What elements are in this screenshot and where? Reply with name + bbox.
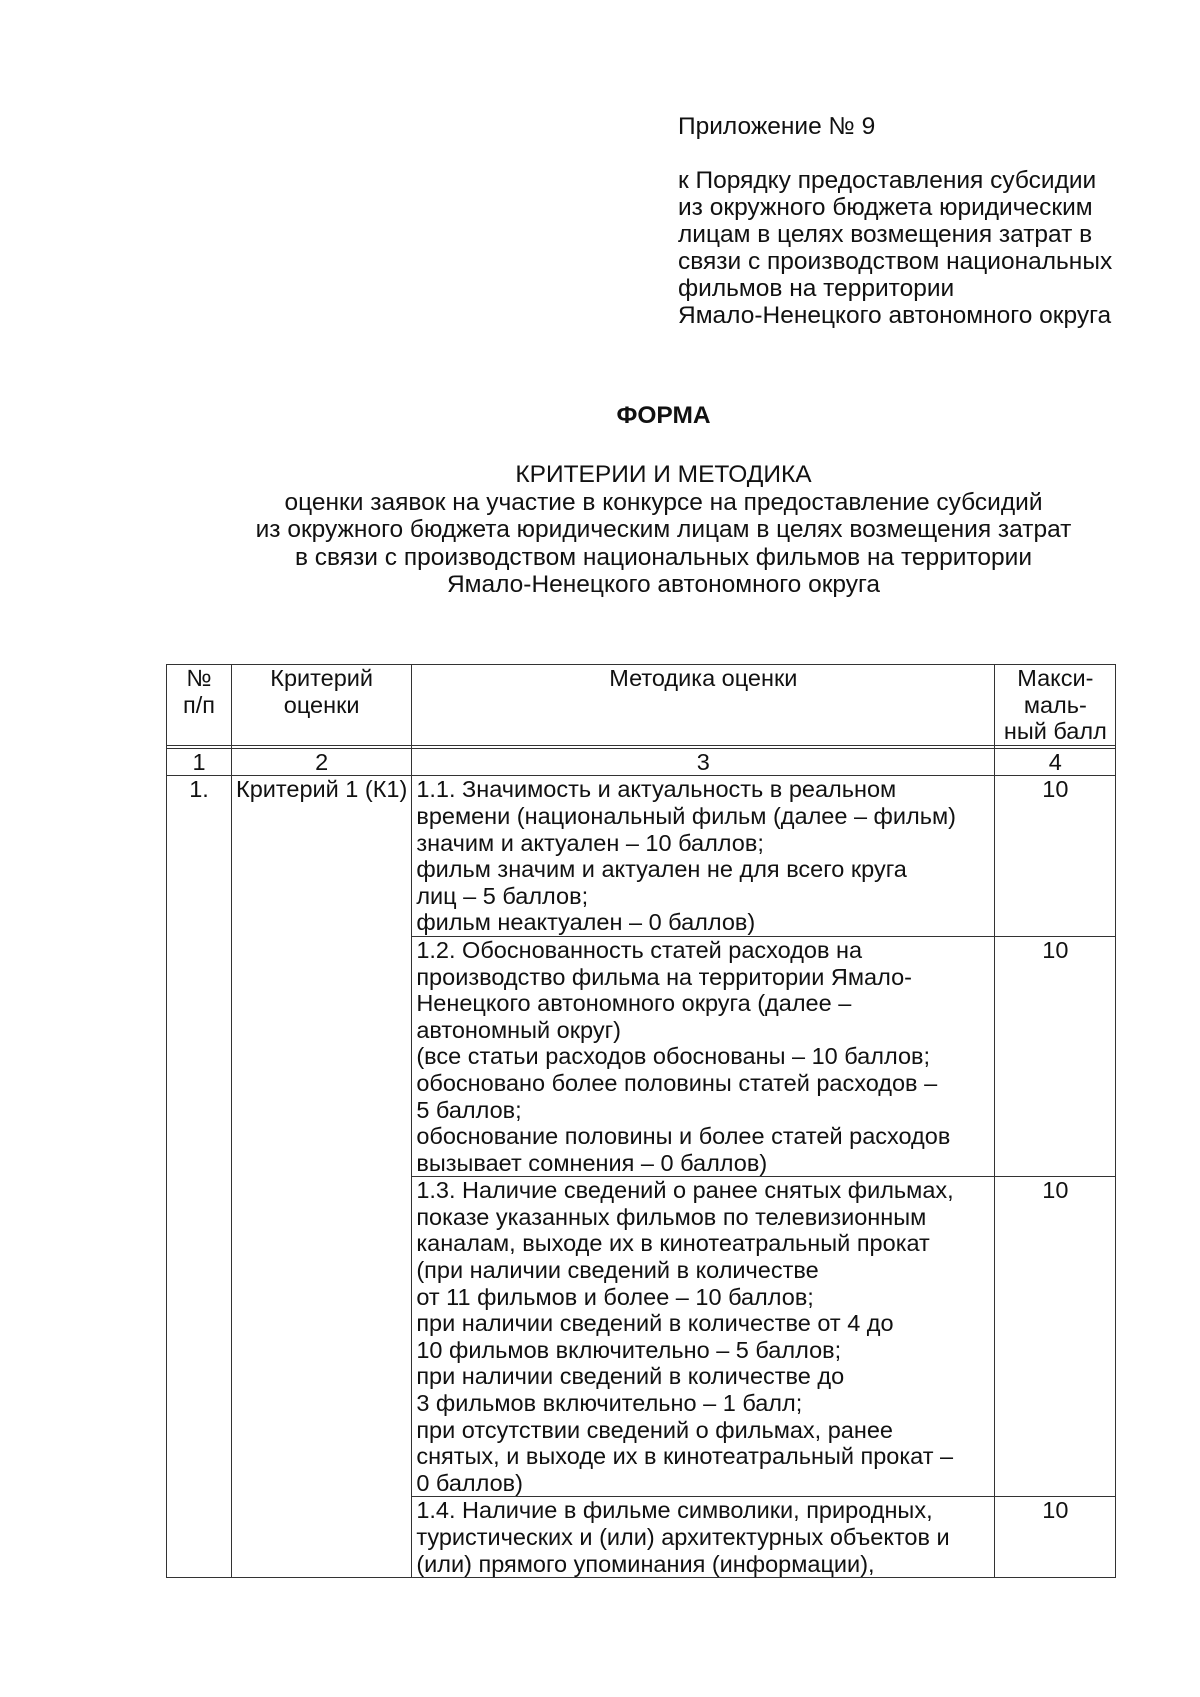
method-line: от 11 фильмов и более – 10 баллов; bbox=[416, 1283, 814, 1310]
appendix-block bbox=[678, 113, 1112, 329]
header-cell-method bbox=[412, 665, 995, 746]
method-cell bbox=[412, 1177, 995, 1497]
appendix-line: из окружного бюджета юридическим bbox=[678, 194, 1093, 221]
criterion-name bbox=[232, 776, 412, 1578]
appendix-line: к Порядку предоставления субсидии bbox=[678, 167, 1097, 194]
column-number: 3 bbox=[412, 748, 995, 776]
title-line: Ямало-Ненецкого автономного округа bbox=[446, 571, 881, 598]
method-line: (все статьи расходов обоснованы – 10 баллов; bbox=[416, 1043, 931, 1070]
header-text: оценки bbox=[283, 691, 360, 718]
appendix-number: Приложение № 9 bbox=[678, 113, 876, 140]
header-text: № bbox=[186, 665, 212, 691]
form-label: ФОРМА bbox=[616, 402, 711, 429]
criterion-text: Критерий 1 (К1) bbox=[236, 776, 408, 803]
header-text: маль- bbox=[1023, 691, 1087, 718]
header-cell-number bbox=[167, 665, 232, 746]
method-line: при отсутствии сведений о фильмах, ранее bbox=[416, 1416, 893, 1443]
method-cell bbox=[412, 776, 995, 937]
method-line: каналам, выходе их в кинотеатральный прокат bbox=[416, 1230, 930, 1257]
table-row bbox=[167, 776, 1116, 937]
max-score-cell: 10 bbox=[995, 1177, 1116, 1497]
row-number: 1. bbox=[167, 776, 232, 1578]
method-line: при наличии сведений в количестве от 4 до bbox=[416, 1310, 894, 1337]
method-line: вызывает сомнения – 0 баллов) bbox=[416, 1149, 768, 1176]
method-line: 1.4. Наличие в фильме символики, природных, bbox=[416, 1497, 933, 1524]
title-line: из окружного бюджета юридическим лицам в целях возмещения затрат bbox=[255, 516, 1072, 543]
title-line: в связи с производством национальных фильмов на территории bbox=[294, 543, 1033, 571]
header-cell-criterion bbox=[232, 665, 412, 746]
method-cell bbox=[412, 1497, 995, 1578]
header-cell-max-score bbox=[995, 665, 1116, 746]
method-line: обосновано более половины статей расходов – bbox=[416, 1069, 938, 1096]
column-number: 1 bbox=[167, 748, 232, 776]
column-number: 4 bbox=[995, 748, 1116, 776]
method-line: при наличии сведений в количестве до bbox=[416, 1363, 845, 1390]
method-line: показе указанных фильмов по телевизионным bbox=[416, 1203, 927, 1230]
document-title bbox=[160, 461, 1167, 599]
method-line: фильм значим и актуален не для всего круга bbox=[416, 856, 907, 883]
method-line: туристических и (или) архитектурных объектов и bbox=[416, 1524, 950, 1550]
header-text: Методика оценки bbox=[609, 665, 798, 691]
method-line: 3 фильмов включительно – 1 балл; bbox=[416, 1390, 803, 1417]
header-text: п/п bbox=[183, 691, 215, 718]
method-line: 1.2. Обоснованность статей расходов на bbox=[416, 936, 863, 963]
title-line: оценки заявок на участие в конкурсе на предоставление субсидий bbox=[284, 488, 1043, 516]
method-line: 10 фильмов включительно – 5 баллов; bbox=[416, 1336, 842, 1363]
method-line: автономный округ) bbox=[416, 1016, 621, 1043]
method-line: значим и актуален – 10 баллов; bbox=[416, 829, 764, 856]
method-line: обоснование половины и более статей расходов bbox=[416, 1123, 951, 1150]
column-number-row bbox=[167, 748, 1116, 776]
method-line: 0 баллов) bbox=[416, 1469, 523, 1496]
method-line: времени (национальный фильм (далее – фильм) bbox=[416, 802, 956, 829]
max-score-cell: 10 bbox=[995, 1497, 1116, 1578]
appendix-line: связи с производством национальных bbox=[678, 248, 1113, 275]
method-line: производство фильма на территории Ямало- bbox=[416, 963, 912, 990]
method-line: 5 баллов; bbox=[416, 1096, 522, 1123]
method-cell bbox=[412, 936, 995, 1176]
title-heading: КРИТЕРИИ И МЕТОДИКА bbox=[515, 461, 812, 488]
method-line: (при наличии сведений в количестве bbox=[416, 1257, 819, 1284]
appendix-line: лицам в целях возмещения затрат в bbox=[678, 221, 1093, 248]
method-line: лиц – 5 баллов; bbox=[416, 882, 589, 909]
criteria-table bbox=[166, 664, 1116, 1578]
table-header-row bbox=[167, 665, 1116, 746]
header-text: ный балл bbox=[1003, 718, 1107, 745]
column-number: 2 bbox=[232, 748, 412, 776]
appendix-line: Ямало-Ненецкого автономного округа bbox=[678, 302, 1112, 329]
header-text: Критерий bbox=[270, 665, 374, 691]
method-line: фильм неактуален – 0 баллов) bbox=[416, 909, 756, 936]
appendix-line: фильмов на территории bbox=[678, 275, 955, 302]
method-line: (или) прямого упоминания (информации), bbox=[416, 1550, 875, 1577]
max-score-cell: 10 bbox=[995, 936, 1116, 1176]
method-line: 1.1. Значимость и актуальность в реальном bbox=[416, 776, 897, 803]
method-line: Ненецкого автономного округа (далее – bbox=[416, 990, 852, 1017]
method-line: снятых, и выходе их в кинотеатральный прокат – bbox=[416, 1443, 954, 1470]
method-line: 1.3. Наличие сведений о ранее снятых фильмах, bbox=[416, 1177, 954, 1204]
max-score-cell: 10 bbox=[995, 776, 1116, 937]
header-text: Макси- bbox=[1017, 665, 1094, 691]
